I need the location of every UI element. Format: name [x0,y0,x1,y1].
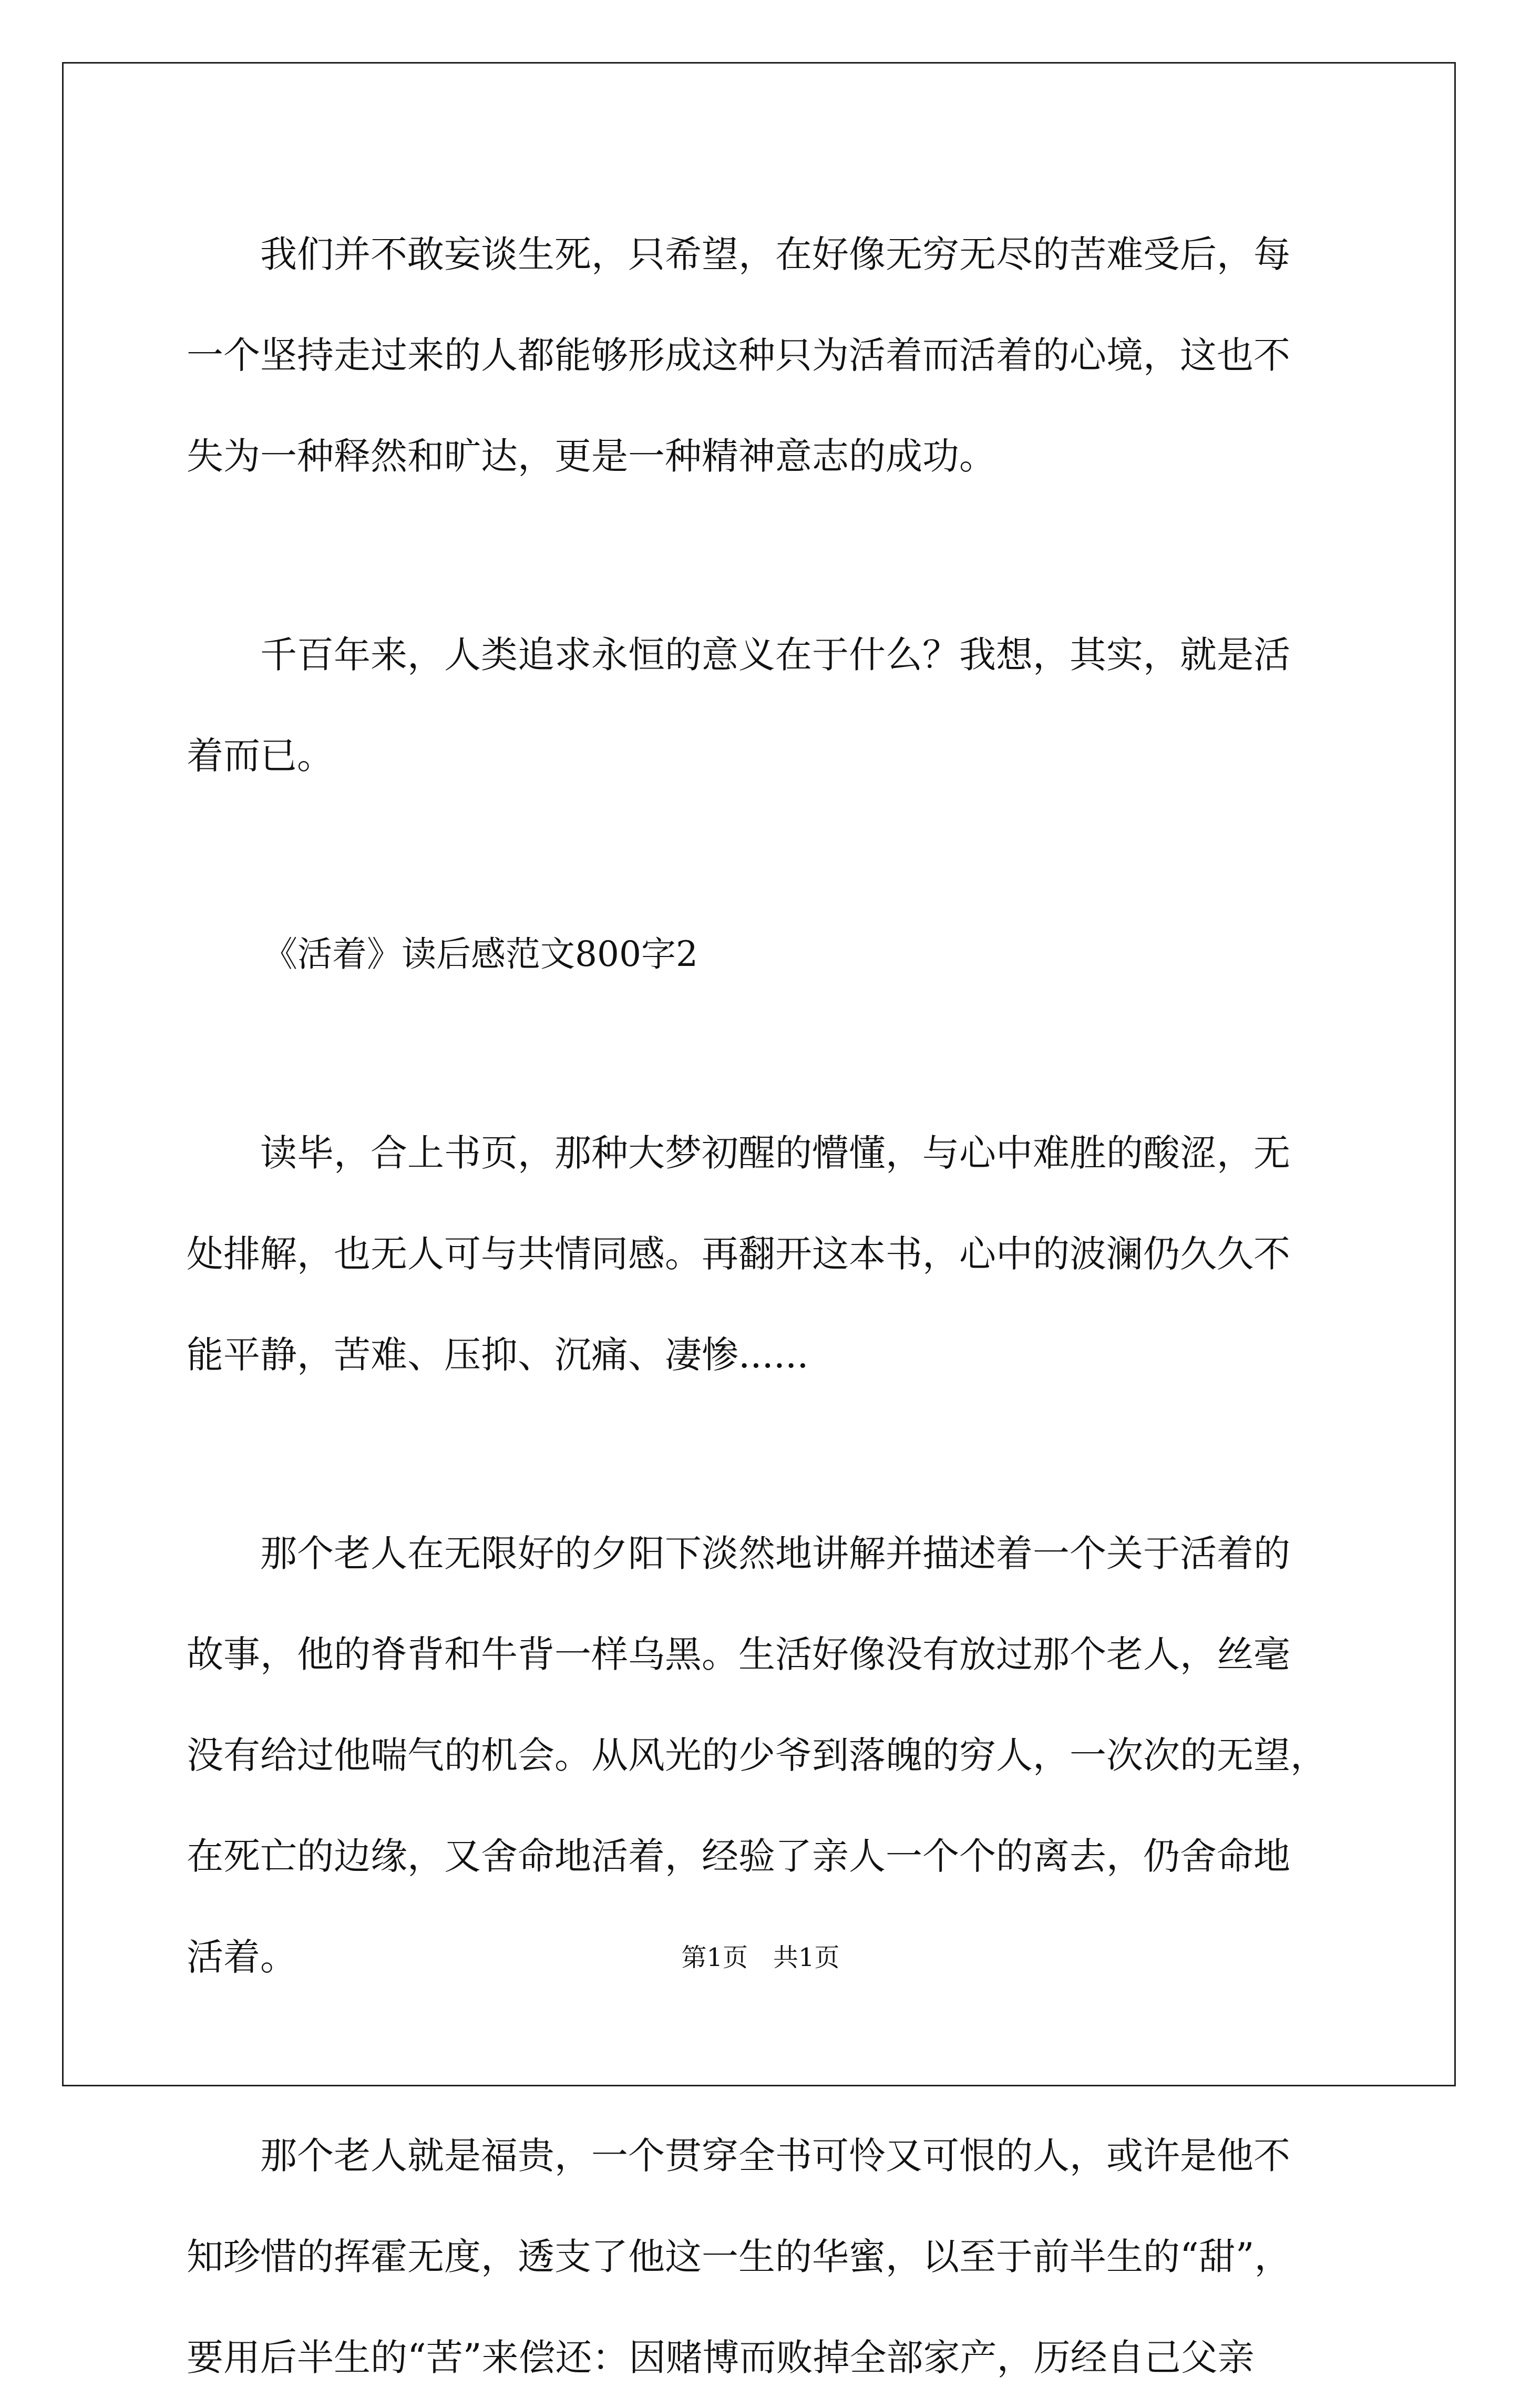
text-line: 着而已。 [187,734,334,777]
page-footer: 第1页 共1页 [681,1943,840,1972]
paragraph-gap [187,1405,1332,1503]
paragraph-gap [187,1005,1332,1103]
text-line: 故事，他的脊背和牛背一样乌黑。生活好像没有放过那个老人，丝毫 [187,1633,1290,1676]
text-line: 没有给过他喘气的机会。从风光的少爷到落魄的穷人，一次次的无望， [187,1734,1327,1777]
document-body [187,204,1332,2408]
text-line: 要用后半生的“苦”来偿还：因赌博而败掉全部家产，历经自己父亲 [187,2336,1255,2379]
text-line: 那个老人就是福贵，一个贯穿全书可怜又可恨的人，或许是他不 [187,2134,1290,2177]
text-line: 我们并不敢妄谈生死，只希望，在好像无穷无尽的苦难受后，每 [187,233,1290,276]
text-line: 读毕，合上书页，那种大梦初醒的懵懂，与心中难胜的酸涩，无 [187,1131,1290,1175]
text-line: 一个坚持走过来的人都能够形成这种只为活着而活着的心境，这也不 [187,334,1290,377]
text-line: 在死亡的边缘，又舍命地活着，经验了亲人一个个的离去，仍舍命地 [187,1835,1290,1878]
text-line: 千百年来，人类追求永恒的意义在于什么？我想，其实，就是活 [187,633,1290,676]
text-line: 处排解，也无人可与共情同感。再翻开这本书，心中的波澜仍久久不 [187,1232,1290,1275]
text-line: 知珍惜的挥霍无度，透支了他这一生的华蜜，以至于前半生的“甜”， [187,2235,1291,2278]
text-line: 能平静，苦难、压抑、沉痛、凄惨...... [187,1333,809,1376]
section-heading: 《活着》读后感范文800字2 [263,934,698,974]
text-line: 那个老人在无限好的夕阳下淡然地讲解并描述着一个关于活着的 [187,1532,1290,1575]
paragraph-gap [187,507,1332,604]
paragraph-gap [187,806,1332,904]
text-line: 失为一种释然和旷达，更是一种精神意志的成功。 [187,435,996,478]
paragraph-gap [187,2008,1332,2105]
text-line: 活着。 [187,1936,297,1979]
